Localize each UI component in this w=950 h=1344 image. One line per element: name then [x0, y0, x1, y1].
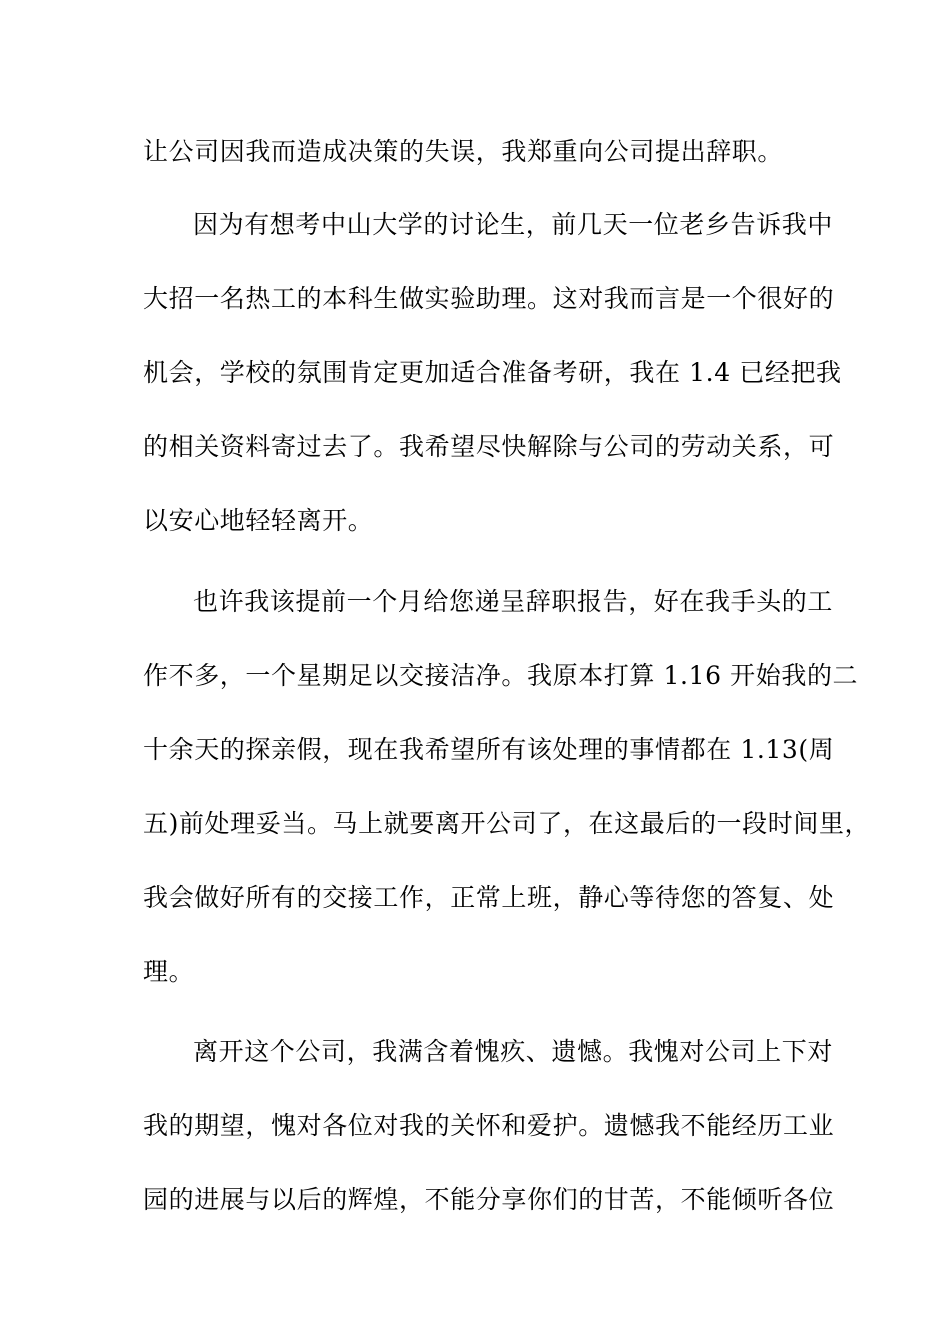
text-line: 五)前处理妥当。马上就要离开公司了，在这最后的一段时间里，	[143, 809, 871, 838]
text-line: 的相关资料寄过去了。我希望尽快解除与公司的劳动关系，可	[143, 432, 835, 461]
text-line: 以安心地轻轻离开。	[143, 506, 374, 535]
text-line: 作不多，一个星期足以交接洁净。我原本打算 1.16 开始我的二	[143, 661, 859, 690]
paragraph-first-line: 离开这个公司，我满含着愧疚、遗憾。我愧对公司上下对	[193, 1037, 834, 1066]
text-line: 园的进展与以后的辉煌，不能分享你们的甘苦，不能倾听各位	[143, 1185, 835, 1214]
text-line: 机会，学校的氛围肯定更加适合准备考研，我在 1.4 已经把我	[143, 358, 842, 387]
text-line: 大招一名热工的本科生做实验助理。这对我而言是一个很好的	[143, 284, 835, 313]
paragraph-first-line: 因为有想考中山大学的讨论生，前几天一位老乡告诉我中	[193, 210, 834, 239]
text-line: 十余天的探亲假，现在我希望所有该处理的事情都在 1.13(周	[143, 735, 835, 764]
text-line: 让公司因我而造成决策的失误，我郑重向公司提出辞职。	[143, 137, 784, 166]
text-line: 我会做好所有的交接工作，正常上班，静心等待您的答复、处	[143, 883, 835, 912]
paragraph-first-line: 也许我该提前一个月给您递呈辞职报告，好在我手头的工	[193, 587, 834, 616]
text-line: 理。	[143, 957, 195, 986]
text-line: 我的期望，愧对各位对我的关怀和爱护。遗憾我不能经历工业	[143, 1111, 835, 1140]
